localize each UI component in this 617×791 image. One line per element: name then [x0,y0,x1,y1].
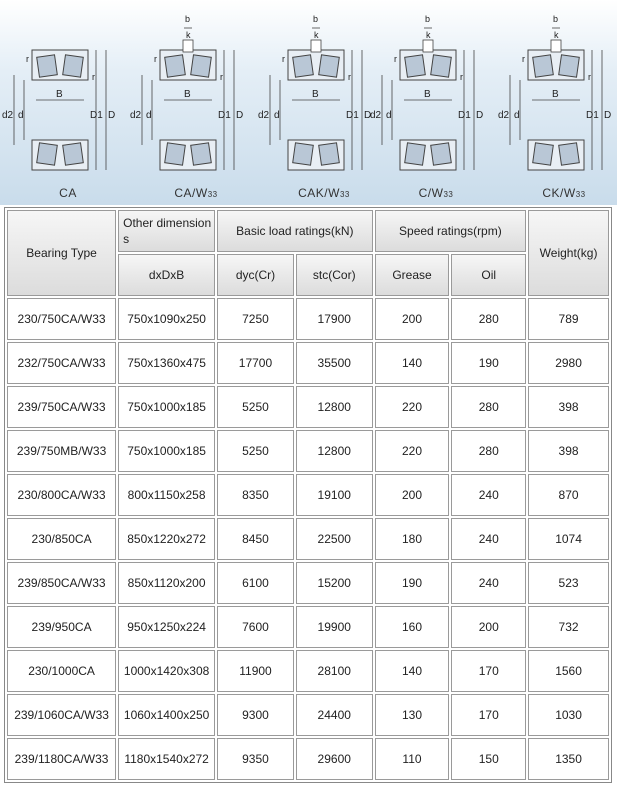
diagram-caption [294,186,354,200]
header-dyc: dyc(Cr) [217,254,294,296]
cell-oil: 280 [451,430,526,472]
diagram-caption [534,186,594,200]
label-D1: D1 [346,110,359,121]
roller-bottom-left [533,143,554,165]
label-r: r [26,54,29,64]
cell-weight: 870 [528,474,609,516]
cell-oil: 240 [451,518,526,560]
caption-sub: 33 [575,190,586,199]
cell-cr: 8450 [217,518,294,560]
cell-dims: 950x1250x224 [118,606,215,648]
cell-cr: 9300 [217,694,294,736]
label-B: B [184,89,191,100]
cell-bearing-type: 230/850CA [7,518,116,560]
cell-bearing-type: 239/950CA [7,606,116,648]
cell-bearing-type: 230/1000CA [7,650,116,692]
label-k: k [426,30,431,40]
roller-bottom-right [63,143,84,165]
roller-top-left [293,55,314,77]
lubrication-groove [551,40,561,52]
cell-bearing-type: 230/750CA/W33 [7,298,116,340]
cell-grease: 130 [375,694,450,736]
cell-bearing-type: 230/800CA/W33 [7,474,116,516]
label-b: b [313,14,319,24]
roller-bottom-right [431,143,452,165]
label-b: b [553,14,559,24]
table-row [7,430,609,472]
cell-dims: 750x1000x185 [118,430,215,472]
cell-weight: 789 [528,298,609,340]
label-r: r [220,72,223,82]
cell-oil: 150 [451,738,526,780]
cell-weight: 1350 [528,738,609,780]
cell-oil: 240 [451,474,526,516]
table-row [7,606,609,648]
roller-bottom-left [165,143,186,165]
caption-sub: 33 [207,190,218,199]
label-r: r [348,72,351,82]
cell-cr: 7250 [217,298,294,340]
bearing-diagrams [0,0,617,205]
label-d2: d2 [258,110,270,121]
caption-main: CK/W [542,186,576,200]
lubrication-groove [311,40,321,52]
cell-dims: 1060x1400x250 [118,694,215,736]
cell-bearing-type: 239/1180CA/W33 [7,738,116,780]
label-r: r [282,54,285,64]
roller-bottom-right [191,143,212,165]
cell-grease: 110 [375,738,450,780]
cell-cr: 9350 [217,738,294,780]
label-d: d [146,110,152,121]
label-d2: d2 [498,110,510,121]
label-b: b [425,14,431,24]
label-D1: D1 [90,110,103,121]
label-B: B [424,89,431,100]
roller-top-right [191,55,212,77]
cell-weight: 1030 [528,694,609,736]
cell-dims: 1000x1420x308 [118,650,215,692]
header-weight: Weight(kg) [528,210,609,296]
roller-bottom-left [293,143,314,165]
label-k: k [186,30,191,40]
caption-main: C/W [418,186,444,200]
label-D1: D1 [586,110,599,121]
label-d2: d2 [370,110,382,121]
cell-dims: 1180x1540x272 [118,738,215,780]
cell-grease: 140 [375,650,450,692]
cell-oil: 240 [451,562,526,604]
label-d: d [386,110,392,121]
cell-bearing-type: 239/850CA/W33 [7,562,116,604]
roller-bottom-left [37,143,58,165]
cell-weight: 2980 [528,342,609,384]
roller-top-right [431,55,452,77]
cell-dims: 850x1120x200 [118,562,215,604]
label-d2: d2 [130,110,142,121]
caption-main: CA/W [174,186,208,200]
header-bearing-type: Bearing Type [7,210,116,296]
cell-oil: 190 [451,342,526,384]
cell-weight: 732 [528,606,609,648]
cell-grease: 200 [375,474,450,516]
cell-cor: 17900 [296,298,373,340]
label-k: k [314,30,319,40]
table-row [7,694,609,736]
label-r: r [588,72,591,82]
label-r: r [460,72,463,82]
cell-grease: 220 [375,386,450,428]
label-D: D [364,110,372,121]
roller-top-left [165,55,186,77]
label-D1: D1 [458,110,471,121]
table-row [7,738,609,780]
cell-oil: 170 [451,694,526,736]
header-basic-load: Basic load ratings(kN) [217,210,373,252]
cell-cor: 24400 [296,694,373,736]
label-d: d [274,110,280,121]
cell-bearing-type: 239/750CA/W33 [7,386,116,428]
diagram-caption [406,186,466,200]
label-r: r [394,54,397,64]
caption-main: CA [59,186,77,200]
header-grease: Grease [375,254,450,296]
label-r: r [154,54,157,64]
cell-bearing-type: 239/1060CA/W33 [7,694,116,736]
label-d2: d2 [2,110,14,121]
cell-dims: 850x1220x272 [118,518,215,560]
header-dims: dxDxB [118,254,215,296]
table-row [7,518,609,560]
cell-grease: 180 [375,518,450,560]
cell-dims: 750x1000x185 [118,386,215,428]
table-row [7,342,609,384]
cell-cr: 8350 [217,474,294,516]
table-row [7,298,609,340]
bearing-spec-table [4,207,612,783]
cell-cor: 12800 [296,430,373,472]
label-B: B [312,89,319,100]
roller-top-left [533,55,554,77]
label-k: k [554,30,559,40]
cell-weight: 523 [528,562,609,604]
cell-cr: 6100 [217,562,294,604]
label-d: d [514,110,520,121]
cell-bearing-type: 239/750MB/W33 [7,430,116,472]
cell-oil: 200 [451,606,526,648]
cell-grease: 140 [375,342,450,384]
bearing-diagrams-banner [0,0,617,205]
cell-cor: 12800 [296,386,373,428]
cell-cr: 5250 [217,386,294,428]
cell-cr: 11900 [217,650,294,692]
cell-cor: 28100 [296,650,373,692]
cell-cr: 7600 [217,606,294,648]
label-d: d [18,110,24,121]
roller-top-left [405,55,426,77]
header-stc: stc(Cor) [296,254,373,296]
label-D: D [476,110,484,121]
cell-bearing-type: 232/750CA/W33 [7,342,116,384]
lubrication-groove [423,40,433,52]
roller-bottom-right [319,143,340,165]
cell-grease: 220 [375,430,450,472]
cell-cr: 5250 [217,430,294,472]
cell-grease: 190 [375,562,450,604]
cell-cor: 19100 [296,474,373,516]
table-row [7,474,609,516]
caption-main: CAK/W [298,186,340,200]
caption-sub: 33 [339,190,350,199]
label-B: B [552,89,559,100]
cell-oil: 280 [451,386,526,428]
roller-bottom-right [559,143,580,165]
cell-cor: 19900 [296,606,373,648]
header-oil: Oil [451,254,526,296]
cell-grease: 200 [375,298,450,340]
roller-top-right [319,55,340,77]
roller-top-right [63,55,84,77]
diagram-caption [38,186,98,200]
label-B: B [56,89,63,100]
table-row [7,562,609,604]
header-speed: Speed ratings(rpm) [375,210,527,252]
cell-dims: 750x1360x475 [118,342,215,384]
header-other-dimensions: Other dimensions [118,210,215,252]
cell-grease: 160 [375,606,450,648]
cell-cor: 22500 [296,518,373,560]
table-row [7,650,609,692]
cell-weight: 398 [528,386,609,428]
diagram-caption [166,186,226,200]
label-r: r [92,72,95,82]
cell-cor: 15200 [296,562,373,604]
cell-dims: 750x1090x250 [118,298,215,340]
cell-weight: 1560 [528,650,609,692]
lubrication-groove [183,40,193,52]
cell-dims: 800x1150x258 [118,474,215,516]
label-D1: D1 [218,110,231,121]
label-b: b [185,14,191,24]
roller-top-right [559,55,580,77]
cell-cr: 17700 [217,342,294,384]
label-D: D [604,110,612,121]
cell-weight: 1074 [528,518,609,560]
cell-cor: 35500 [296,342,373,384]
roller-top-left [37,55,58,77]
label-D: D [108,110,116,121]
cell-weight: 398 [528,430,609,472]
cell-oil: 170 [451,650,526,692]
label-D: D [236,110,244,121]
table-row [7,386,609,428]
roller-bottom-left [405,143,426,165]
cell-cor: 29600 [296,738,373,780]
label-r: r [522,54,525,64]
caption-sub: 33 [443,190,454,199]
cell-oil: 280 [451,298,526,340]
